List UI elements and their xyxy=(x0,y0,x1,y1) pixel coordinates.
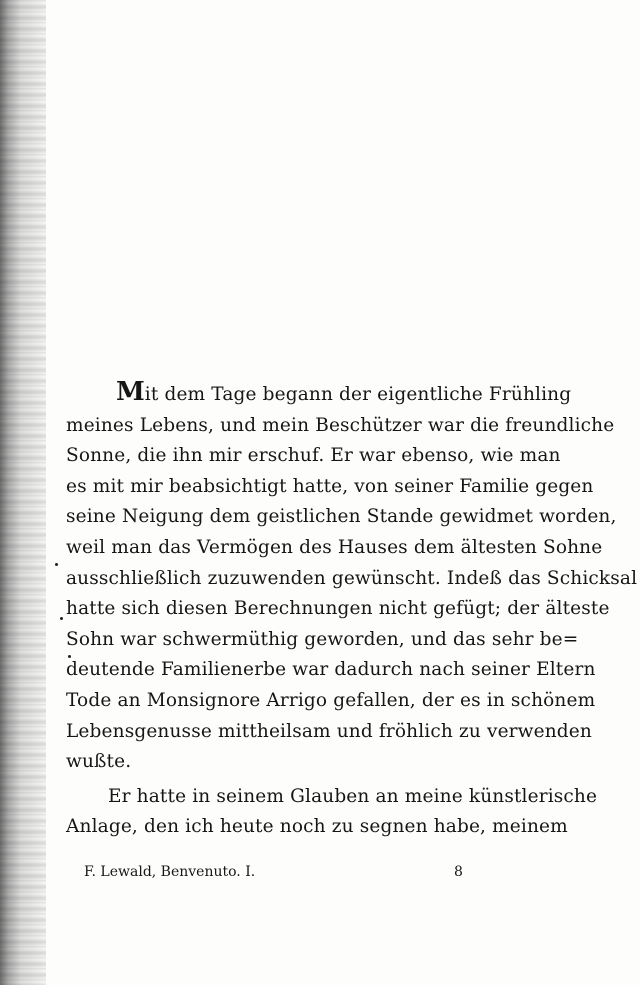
paragraph-1-line-10: deutende Familienerbe war dadurch nach seiner Eltern xyxy=(66,659,596,681)
paragraph-1-line-3: Sonne, die ihn mir erschuf. Er war ebenso, wie man xyxy=(66,445,561,467)
ink-speck xyxy=(60,617,63,620)
paragraph-1-line-4: es mit mir beabsichtigt hatte, von seiner Familie gegen xyxy=(66,475,594,497)
page-footer xyxy=(84,860,464,884)
body-text xyxy=(66,377,638,843)
paragraph-1-line-8: hatte sich diesen Berechnungen nicht gefügt; der älteste xyxy=(66,598,610,620)
paragraph-1-line-1: Mit dem Tage begann der eigentliche Frühling xyxy=(116,377,572,407)
sheet-number: 8 xyxy=(454,864,463,880)
paragraph-1-line-13: wußte. xyxy=(66,751,132,773)
ink-speck xyxy=(55,563,58,566)
paragraph-1-line-12: Lebensgenusse mittheilsam und fröhlich zu verwenden xyxy=(66,720,592,742)
footer-signature: F. Lewald, Benvenuto. I. xyxy=(84,864,256,880)
paragraph-1-line-9: Sohn war schwermüthig geworden, und das sehr be= xyxy=(66,628,579,650)
drop-cap: M xyxy=(116,377,145,407)
paragraph-1-line-6: weil man das Vermögen des Hauses dem ältesten Sohne xyxy=(66,536,603,558)
paragraph-1-line-7: ausschließlich zuzuwenden gewünscht. Indeß das Schicksal xyxy=(66,567,638,589)
paragraph-2-line-1: Er hatte in seinem Glauben an meine künstlerische xyxy=(108,785,598,807)
scan-binding-shadow xyxy=(0,0,46,985)
paragraph-1-line-2: meines Lebens, und mein Beschützer war die freundliche xyxy=(66,414,615,436)
paragraph-2-line-2: Anlage, den ich heute noch zu segnen habe, meinem xyxy=(66,816,568,838)
paragraph-1-line-5: seine Neigung dem geistlichen Stande gewidmet worden, xyxy=(66,506,617,528)
paragraph-1-line-11: Tode an Monsignore Arrigo gefallen, der es in schönem xyxy=(66,689,596,711)
